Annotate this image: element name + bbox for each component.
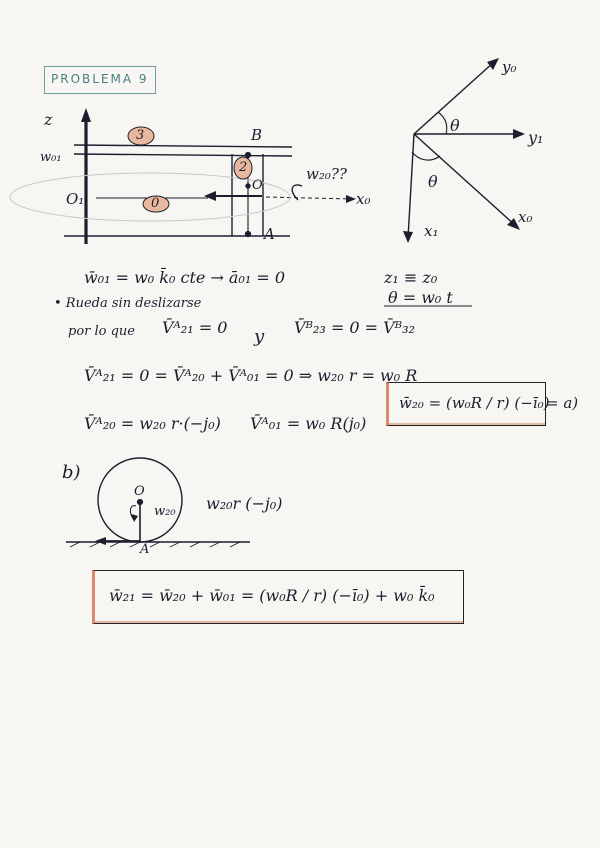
eq-v21a: V̄ᴬ₂₁ = 0 [162, 318, 228, 337]
eq-w01: w̄₀₁ = w₀ k̄₀ cte → ā₀₁ = 0 [84, 268, 286, 287]
y0-axis-label: y₀ [502, 58, 517, 76]
part-b-label: b) [62, 462, 81, 483]
w20-question-label: w₂₀?? [306, 165, 347, 183]
result-b-box [92, 570, 464, 624]
eq-v01a: V̄ᴬ₀₁ = w₀ R(j₀) [250, 414, 367, 433]
body-0-label: 0 [151, 196, 160, 211]
z-axis-label: z [44, 110, 53, 129]
mechanism-diagram [10, 108, 356, 244]
x0-axis-label: x₀ [356, 190, 371, 208]
result-a-tag: = a) [546, 394, 579, 412]
eq-z1-z0: z₁ ≡ z₀ [384, 268, 438, 287]
eq-theta: θ = w₀ t [388, 288, 453, 307]
point-b-label: B [251, 126, 263, 144]
problem-title: PROBLEMA 9 [44, 66, 156, 94]
x0-axis-label-2: x₀ [518, 208, 533, 226]
result-a-formula: w̄₂₀ = (w₀R / r) (−ī₀) [399, 394, 550, 412]
wheel-contact-label: A [140, 542, 150, 557]
wheel-omega-label: w₂₀ [154, 504, 176, 519]
eq-v23b: V̄ᴮ₂₃ = 0 = V̄ᴮ₃₂ [294, 318, 415, 337]
o1-label: O₁ [66, 190, 85, 208]
theta-top-label: θ [450, 116, 460, 135]
eq-por-lo-que: por lo que [68, 324, 135, 339]
w01-label: w₀₁ [40, 150, 62, 165]
wheel-center-label: O [134, 484, 145, 499]
y1-axis-label: y₁ [528, 128, 544, 147]
theta-bottom-label: θ [428, 172, 438, 191]
body-2-label: 2 [239, 160, 248, 175]
bullet-rolling-text: • Rueda sin deslizarse [54, 296, 202, 311]
result-a-box [386, 382, 550, 426]
eq-y: y [254, 326, 265, 347]
point-a-label: A [264, 225, 275, 243]
result-b-formula: w̄₂₁ = w̄₂₀ + w̄₀₁ = (w₀R / r) (−ī₀) + w₀ k̄₀ [109, 586, 435, 605]
x1-axis-label: x₁ [424, 222, 439, 240]
eq-v20a: V̄ᴬ₂₀ = w₂₀ r·(−j₀) [84, 414, 221, 433]
wheel-velocity-label: w₂₀r (−j₀) [206, 494, 283, 513]
axes-diagram [403, 58, 525, 243]
body-3-label: 3 [136, 128, 145, 143]
point-o-label: O [252, 178, 263, 193]
eq-velocity-sum: V̄ᴬ₂₁ = 0 = V̄ᴬ₂₀ + V̄ᴬ₀₁ = 0 ⇒ w₂₀ r = w₀ R [84, 366, 418, 385]
